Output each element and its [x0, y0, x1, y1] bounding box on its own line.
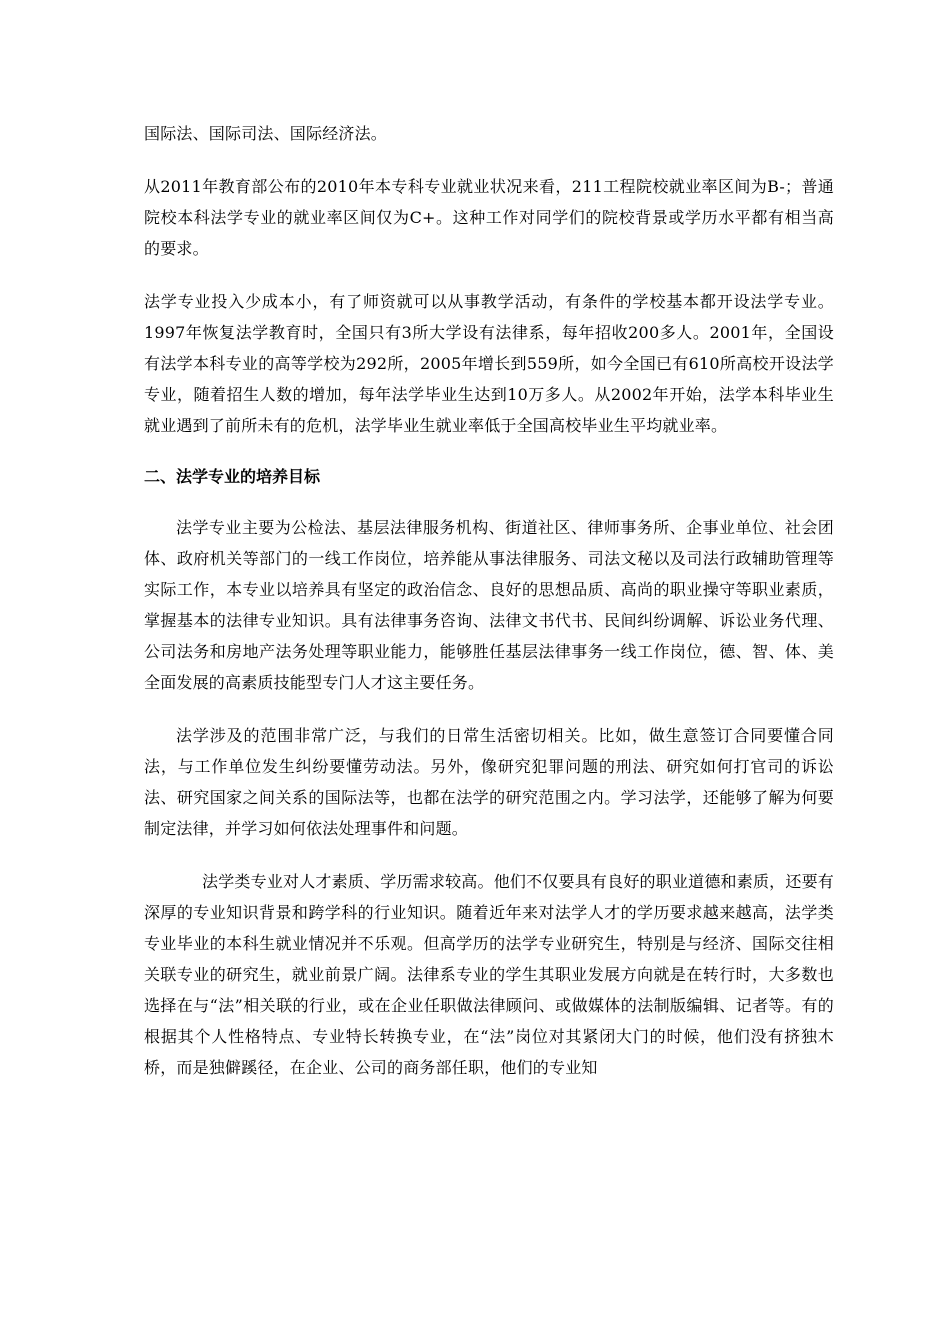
- spacer: [144, 441, 834, 461]
- spacer: [144, 844, 834, 866]
- paragraph-training-goals: 法学专业主要为公检法、基层法律服务机构、街道社区、律师事务所、企事业单位、社会团体、政府机关等部门的一线工作岗位，培养能从事法律服务、司法文秘以及司法行政辅助管理等实际工作，本专业以培养具有坚定的政治信念、良好的思想品质、高尚的职业操守等职业素质，掌握基本的法律专业知识。具有法律事务咨询、法律文书代书、民间纠纷调解、诉讼业务代理、公司法务和房地产法务处理等职业能力，能够胜任基层法律事务一线工作岗位，德、智、体、美全面发展的高素质技能型专门人才这主要任务。: [144, 518, 834, 692]
- paragraph-employment-rate: 从2011年教育部公布的2010年本专科专业就业状况来看，211工程院校就业率区间为B-；普通院校本科法学专业的就业率区间仅为C+。这种工作对同学们的院校背景或学历水平都有相当高的要求。: [144, 177, 834, 258]
- paragraph-scope-of-law: 法学涉及的范围非常广泛，与我们的日常生活密切相关。比如，做生意签订合同要懂合同法，与工作单位发生纠纷要懂劳动法。另外，像研究犯罪问题的刑法、研究如何打官司的诉讼法、研究国家之间关系的国际法等，也都在法学的研究范围之内。学习法学，还能够了解为何要制定法律，并学习如何依法处理事件和问题。: [144, 726, 834, 838]
- spacer: [144, 149, 834, 171]
- paragraph-intro-continuation: 国际法、国际司法、国际经济法。: [144, 124, 388, 143]
- spacer: [144, 492, 834, 512]
- spacer: [144, 698, 834, 720]
- section-heading: 二、法学专业的培养目标: [144, 467, 321, 486]
- document-page: [144, 118, 834, 1083]
- spacer: [144, 264, 834, 286]
- paragraph-career-prospects: 法学类专业对人才素质、学历需求较高。他们不仅要具有良好的职业道德和素质，还要有深厚的专业知识背景和跨学科的行业知识。随着近年来对法学人才的学历要求越来越高，法学类专业毕业的本科生就业情况并不乐观。但高学历的法学专业研究生，特别是与经济、国际交往相关联专业的研究生，就业前景广阔。法律系专业的学生其职业发展方向就是在转行时，大多数也选择在与“法”相关联的行业，或在企业任职做法律顾问、或做媒体的法制版编辑、记者等。有的根据其个人性格特点、专业特长转换专业，在“法”岗位对其紧闭大门的时候，他们没有挤独木桥，而是独僻蹊径，在企业、公司的商务部任职，他们的专业知: [144, 872, 834, 1077]
- paragraph-law-education-history: 法学专业投入少成本小，有了师资就可以从事教学活动，有条件的学校基本都开设法学专业。1997年恢复法学教育时，全国只有3所大学设有法律系，每年招收200多人。2001年，全国设有法学本科专业的高等学校为292所，2005年增长到559所，如今全国已有610所高校开设法学专业，随着招生人数的增加，每年法学毕业生达到10万多人。从2002年开始，法学本科毕业生就业遇到了前所未有的危机，法学毕业生就业率低于全国高校毕业生平均就业率。: [144, 292, 834, 435]
